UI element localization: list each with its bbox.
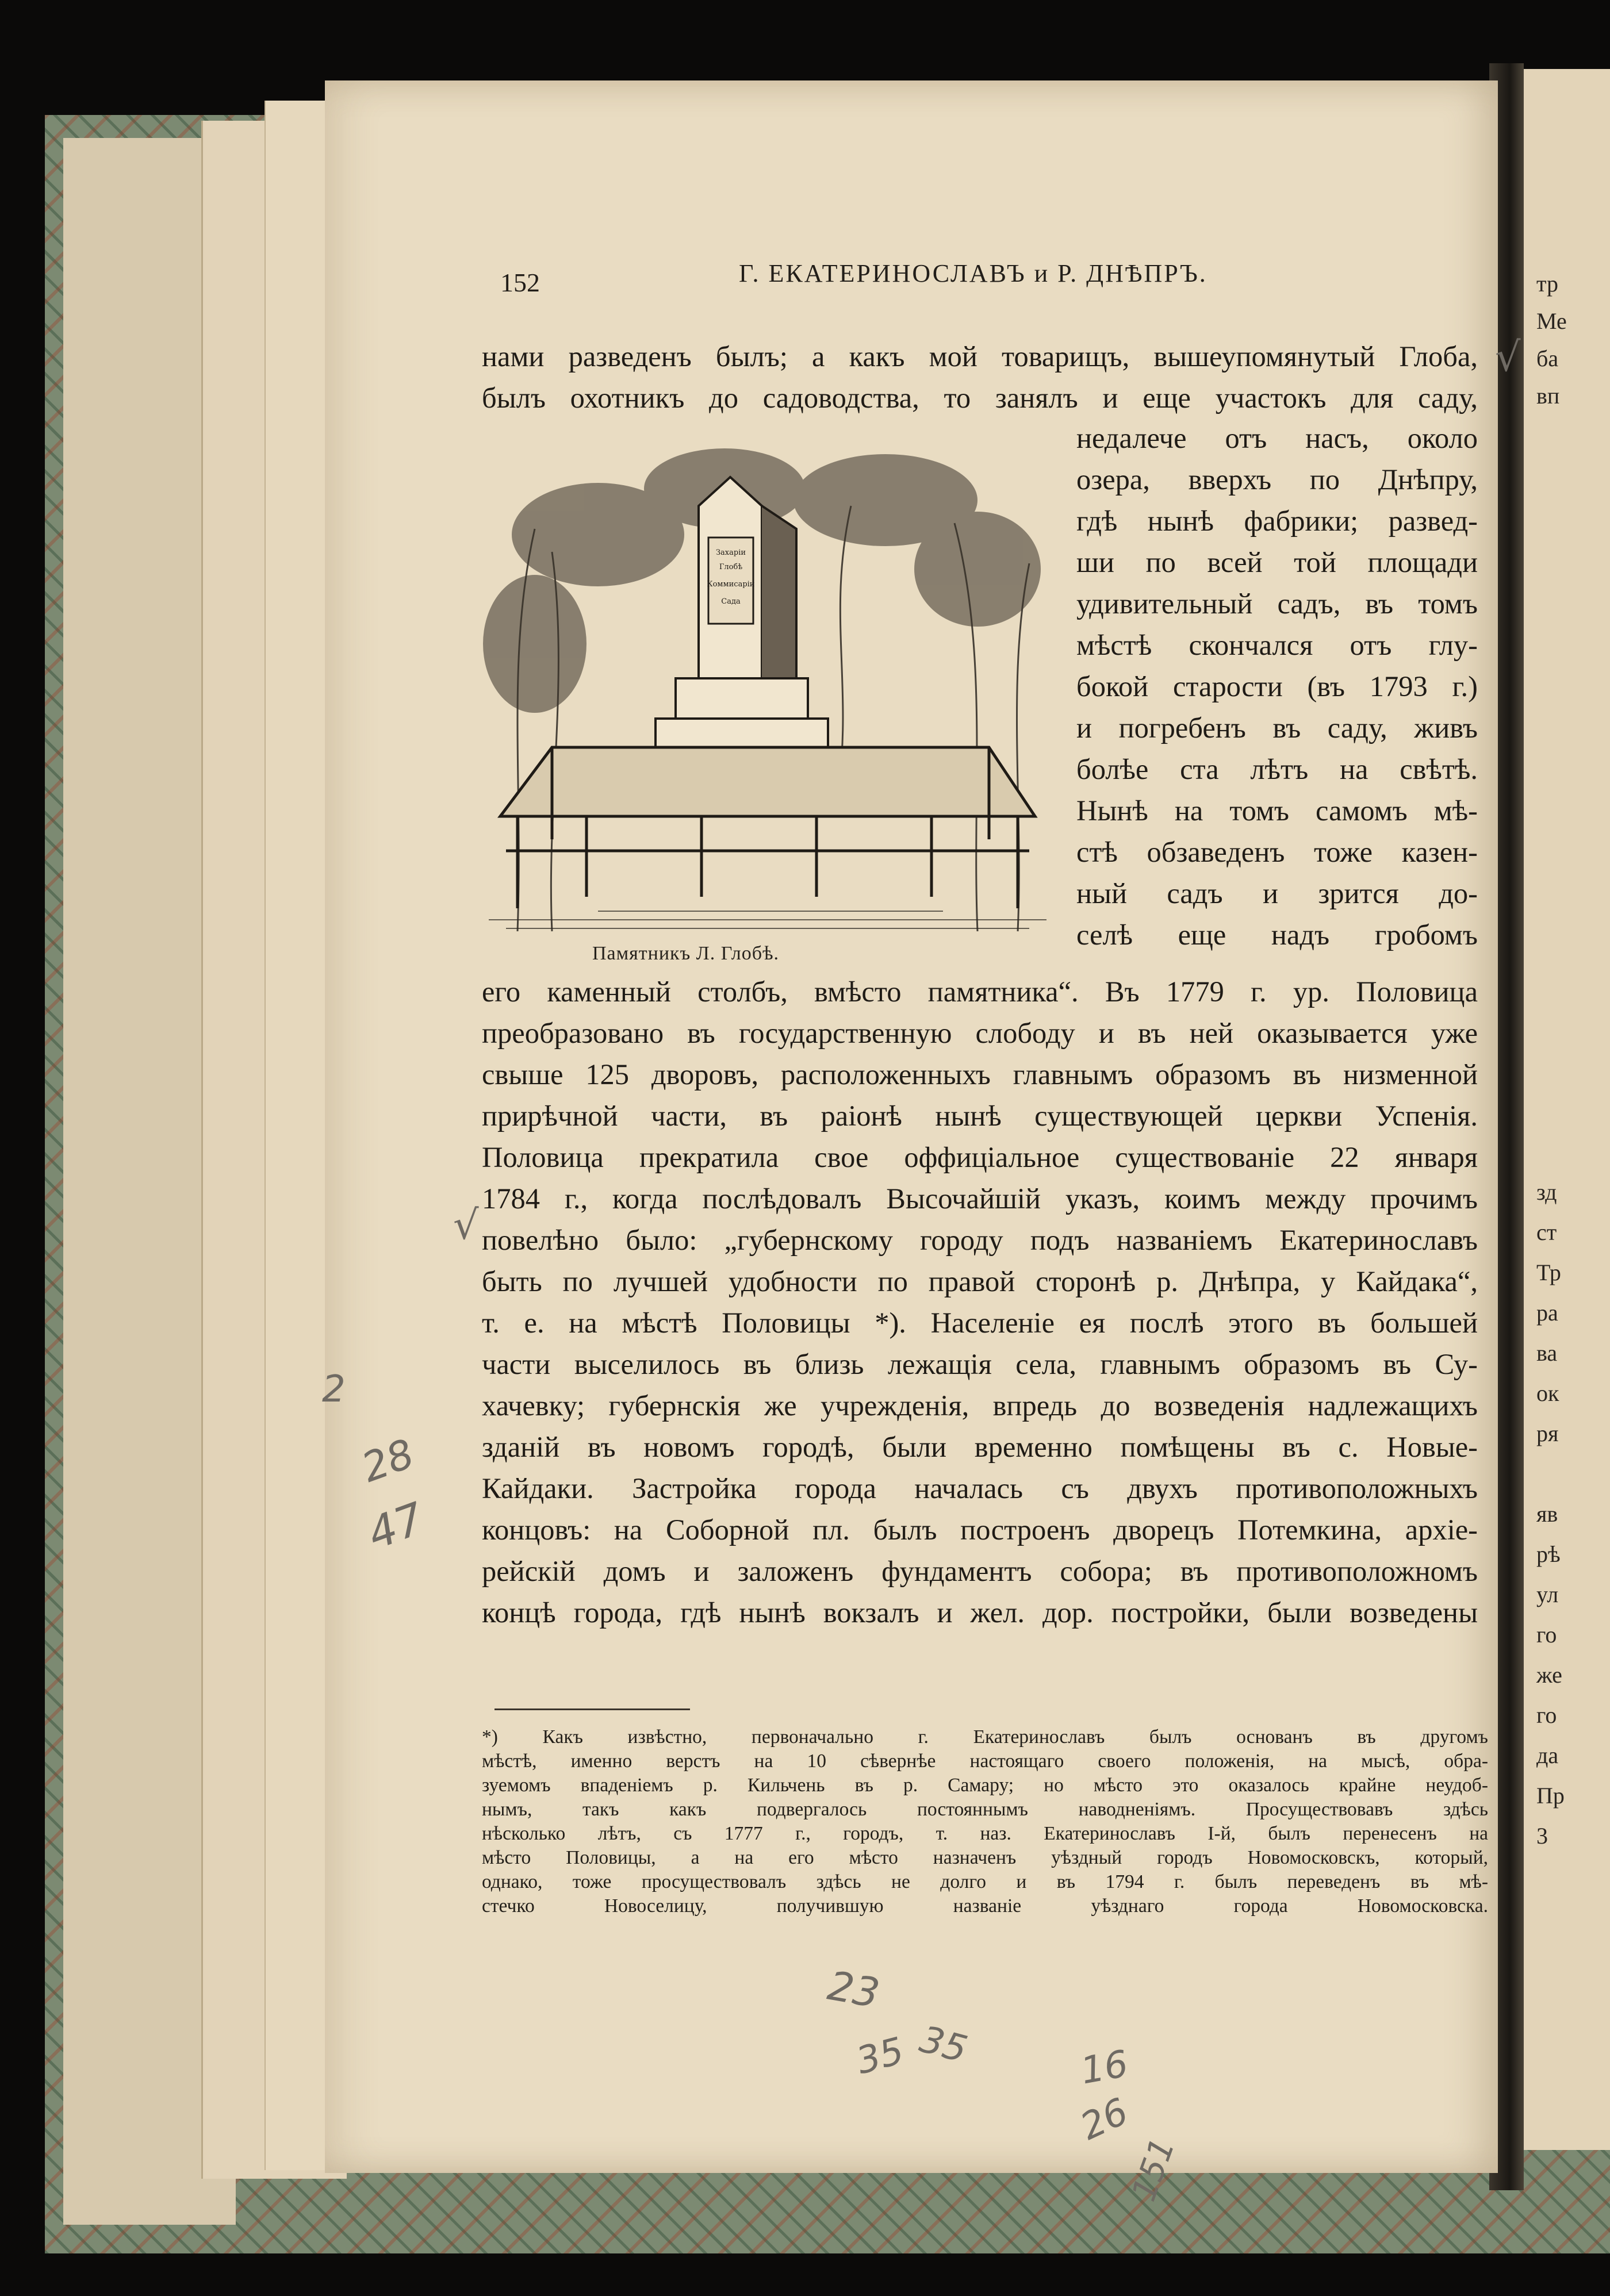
text-line: рейскій домъ и заложенъ фундаментъ собора; въ противоположномъ [482, 1555, 1478, 1587]
text-line: прирѣчной части, въ раіонѣ нынѣ существующей церкви Успенія. [482, 1100, 1478, 1132]
inscription-line: Коммисаріи [707, 580, 755, 589]
facing-page-fragment: 3 [1536, 1823, 1548, 1849]
text-line: удивительный садъ, въ томъ [1076, 588, 1478, 620]
inscription-line: Глобѣ [719, 563, 743, 571]
pencil-checkmark: √ [1495, 333, 1521, 381]
text-line: хачевку; губернскія же учрежденія, впредь до возведенія надлежащихъ [482, 1389, 1478, 1422]
facing-page-fragment: Тр [1536, 1260, 1561, 1285]
facing-page-fragment: вп [1536, 383, 1560, 409]
text-line: озера, вверхъ по Днѣпру, [1076, 463, 1478, 496]
pencil-margin-number: 2 [322, 1368, 346, 1411]
text-line: Кайдаки. Застройка города началась съ двухъ противоположныхъ [482, 1472, 1478, 1504]
pencil-bottom-number: 151 [1124, 2133, 1183, 2206]
footnote-line: однако, тоже просуществовалъ здѣсь не долго и въ 1794 г. былъ переведенъ въ мѣ- [482, 1871, 1488, 1892]
facing-page-fragment: яв [1536, 1501, 1558, 1527]
pencil-checkmark: √ [453, 1201, 479, 1249]
facing-page-fragment: же [1536, 1662, 1562, 1688]
text-line: части выселилось въ близь лежащія села, главнымъ образомъ въ Су- [482, 1348, 1478, 1380]
inscription-line: Захаріи [715, 548, 746, 557]
facing-page-fragment: ок [1536, 1380, 1559, 1406]
text-line: повелѣно было: „губернскому городу подъ названіемъ Екатеринославъ [482, 1224, 1478, 1256]
text-line: гдѣ нынѣ фабрики; развед- [1076, 505, 1478, 537]
facing-page-fragment: зд [1536, 1179, 1557, 1205]
text-line: мѣстѣ скончался отъ глу- [1076, 629, 1478, 661]
pencil-margin-number: 47 [361, 1492, 431, 1560]
facing-page-fragment: Пр [1536, 1783, 1565, 1809]
facing-page-fragment: да [1536, 1742, 1559, 1768]
text-line: зданій въ новомъ городѣ, были временно помѣщены въ с. Новые- [482, 1431, 1478, 1463]
text-line: стѣ обзаведенъ тоже казен- [1076, 836, 1478, 868]
text-line: Нынѣ на томъ самомъ мѣ- [1076, 794, 1478, 827]
pencil-margin-number: 28 [355, 1430, 420, 1492]
text-line: ши по всей той площади [1076, 546, 1478, 578]
text-line: недалече отъ насъ, около [1076, 422, 1478, 454]
text-line: концовъ: на Соборной пл. былъ построенъ дворецъ Потемкина, архіе- [482, 1514, 1478, 1546]
footnote-line: *) Какъ извѣстно, первоначально г. Екатеринославъ былъ основанъ въ другомъ [482, 1726, 1488, 1748]
text-line: свыше 125 дворовъ, расположенныхъ главнымъ образомъ въ низменной [482, 1058, 1478, 1091]
text-line: Половица прекратила свое оффиціальное существованіе 22 января [482, 1141, 1478, 1173]
facing-page-fragment: Ме [1536, 308, 1567, 334]
facing-page-fragment: го [1536, 1622, 1557, 1648]
facing-page-fragment: го [1536, 1702, 1557, 1728]
page-number: 152 [500, 268, 540, 297]
footnote-line: нѣсколько лѣтъ, съ 1777 г., городъ, т. наз. Екатеринославъ І-й, былъ перенесенъ на [482, 1823, 1488, 1844]
footnote-line: стечко Новоселицу, получившую названіе уѣзднаго города Новомосковска. [482, 1895, 1488, 1917]
footnote-line: мѣсто Половицы, а на его мѣсто назначенъ уѣздный городъ Новомосковскъ, который, [482, 1847, 1488, 1868]
footnote-line: нымъ, такъ какъ подвергалось постояннымъ наводненіямъ. Просуществовавъ здѣсь [482, 1799, 1488, 1820]
text-line: преобразовано въ государственную слободу и въ ней оказывается уже [482, 1017, 1478, 1049]
facing-page-fragment: ст [1536, 1219, 1557, 1245]
pencil-bottom-number: 26 [1074, 2090, 1135, 2149]
text-line: и погребенъ въ саду, живъ [1076, 712, 1478, 744]
inscription-line: Сада [721, 597, 741, 606]
text-line: 1784 г., когда послѣдовалъ Высочайшій указъ, коимъ между прочимъ [482, 1182, 1478, 1215]
facing-page-fragment: ул [1536, 1581, 1559, 1607]
text-line: бокой старости (въ 1793 г.) [1076, 670, 1478, 702]
monument-illustration [483, 437, 1052, 937]
facing-page [1524, 69, 1610, 2150]
text-line: болѣе ста лѣтъ на свѣтѣ. [1076, 753, 1478, 785]
pencil-bottom-number: 16 [1078, 2042, 1132, 2093]
text-line: его каменный столбъ, вмѣсто памятника“. Въ 1779 г. ур. Половица [482, 976, 1478, 1008]
facing-page-fragment: ра [1536, 1300, 1558, 1326]
figure-caption: Памятникъ Л. Глобѣ. [592, 943, 780, 964]
facing-page-fragment: ря [1536, 1420, 1559, 1446]
pencil-bottom-number: 23 [824, 1961, 883, 2018]
text-line: быть по лучшей удобности по правой сторонѣ р. Днѣпра, у Кайдака“, [482, 1265, 1478, 1297]
pencil-bottom-number: 35 [852, 2029, 908, 2083]
facing-page-fragment: рѣ [1536, 1541, 1561, 1567]
pencil-bottom-number: 35 [915, 2018, 972, 2072]
facing-page-fragment: ва [1536, 1340, 1558, 1366]
text-line: нами разведенъ былъ; а какъ мой товарищъ, вышеупомянутый Глоба, [482, 340, 1478, 373]
text-line: былъ охотникъ до садоводства, то занялъ и еще участокъ для саду, [482, 382, 1478, 414]
facing-page-fragment: тр [1536, 271, 1558, 297]
text-line: селѣ еще надъ гробомъ [1076, 919, 1478, 951]
footnote-rule [494, 1708, 690, 1710]
facing-page-fragment: ба [1536, 345, 1559, 371]
text-line: концѣ города, гдѣ нынѣ вокзалъ и жел. дор. постройки, были возведены [482, 1596, 1478, 1629]
footnote-line: мѣстѣ, именно верстъ на 10 сѣвернѣе настоящаго своего положенія, на мысѣ, обра- [482, 1750, 1488, 1772]
text-line: ный садъ и зрится до- [1076, 877, 1478, 909]
running-head: Г. ЕКАТЕРИНОСЛАВЪ и Р. ДНѢПРЪ. [739, 259, 1208, 287]
text-line: т. е. на мѣстѣ Половицы *). Населеніе ея послѣ этого въ большей [482, 1307, 1478, 1339]
footnote-line: зуемомъ впаденіемъ р. Кильчень въ р. Самару; но мѣсто это оказалось крайне неудоб- [482, 1775, 1488, 1796]
